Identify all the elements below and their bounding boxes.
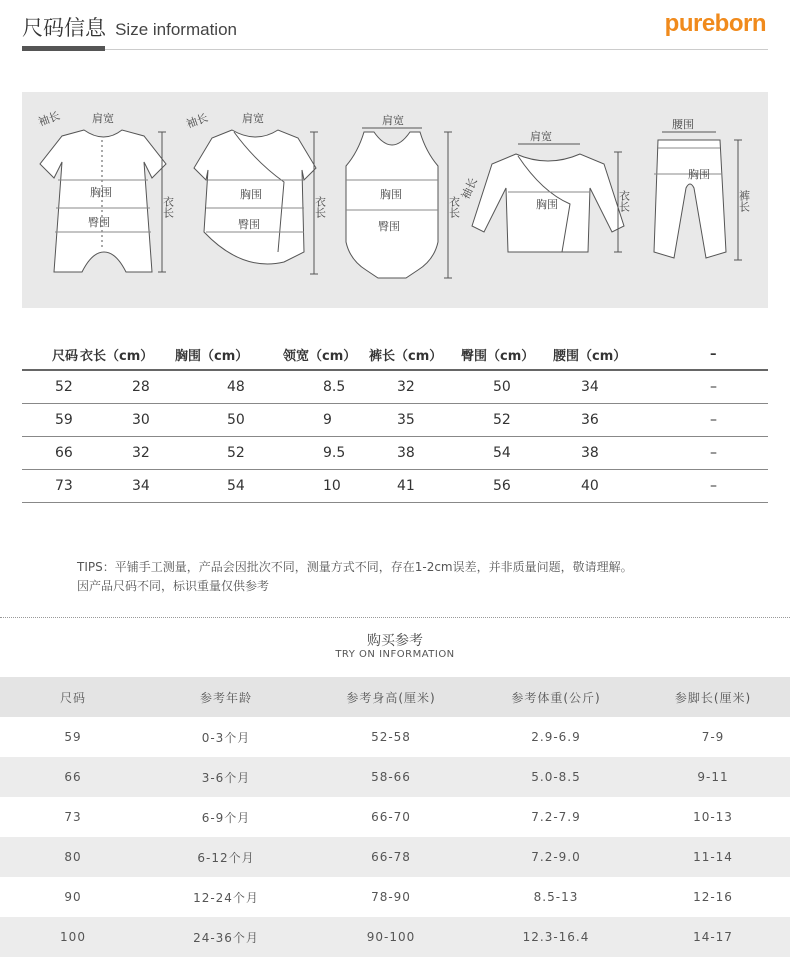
cell: 56: [461, 470, 553, 503]
cell: 54: [461, 437, 553, 470]
cell: 9: [283, 404, 369, 437]
bodysuit-figure: [346, 128, 452, 278]
cell: –: [670, 370, 768, 404]
cell: 78-90: [371, 890, 411, 904]
cell: 9-11: [636, 757, 790, 797]
try-on-header: [0, 677, 790, 717]
cell: –: [670, 404, 768, 437]
cell: –: [670, 437, 768, 470]
cell: 7.2-9.0: [476, 837, 636, 877]
cell: 30: [80, 404, 175, 437]
col-age: 参考年龄: [146, 677, 306, 717]
label-chest-2: 胸围: [240, 188, 262, 201]
cell: 6-12个月: [146, 837, 306, 877]
tips-line-2: 因产品尺码不同，标识重量仅供参考: [77, 579, 270, 593]
header-accent-bar: [22, 46, 105, 51]
cell: 73: [22, 470, 80, 503]
cell: 54: [175, 470, 283, 503]
cell: 32: [369, 370, 461, 404]
cell: 8.5-13: [533, 890, 579, 904]
tips-line-1: TIPS：平铺手工测量，产品会因批次不同，测量方式不同，存在1-2cm误差，并非质量问题，敬请理解。: [77, 560, 633, 574]
page-title: 尺码信息: [22, 16, 106, 40]
try-on-row: [0, 837, 790, 877]
col-weight: 参考体重(公斤): [476, 677, 636, 717]
brand-logo: pureborn: [664, 10, 766, 37]
garment-diagrams: [22, 92, 768, 308]
cell: 58-66: [306, 757, 476, 797]
size-row: [22, 370, 768, 404]
cell: 66-70: [371, 810, 411, 824]
garment-diagram-svg: [22, 92, 768, 308]
cell: 66: [0, 757, 146, 797]
label-shoulder-1: 肩宽: [92, 112, 114, 125]
cell: 5.0-8.5: [476, 757, 636, 797]
label-length-2: 衣长: [313, 196, 327, 218]
section-divider: [0, 617, 790, 618]
cell: 38: [369, 437, 461, 470]
pants-figure: [654, 132, 742, 260]
cell: 32: [80, 437, 175, 470]
cell: 6-9个月: [201, 810, 251, 825]
cell: 34: [553, 370, 670, 404]
cell: 50: [461, 370, 553, 404]
label-sleeve-1: 袖长: [36, 109, 62, 129]
cell: 48: [175, 370, 283, 404]
page-title-en: Size information: [115, 20, 237, 39]
cell: 14-17: [636, 917, 790, 957]
col-collar: 领宽（cm）: [283, 340, 369, 370]
cell: 50: [175, 404, 283, 437]
col-foot: 参脚长(厘米): [636, 677, 790, 717]
cell: 0-3个月: [201, 730, 251, 745]
cell: 28: [80, 370, 175, 404]
label-shoulder-4: 肩宽: [530, 130, 552, 143]
col-size: 尺码: [22, 340, 80, 370]
cell: 24-36个月: [146, 917, 306, 957]
cell: 59: [64, 730, 82, 744]
label-chest-5: 胸围: [688, 168, 710, 181]
try-on-table: [0, 677, 790, 957]
cell: 52: [22, 370, 80, 404]
col-chest: 胸围（cm）: [175, 340, 283, 370]
cell: 66-78: [306, 837, 476, 877]
label-pants-length-5: 裤长: [737, 190, 751, 212]
cell: 90-100: [306, 917, 476, 957]
cell: 40: [553, 470, 670, 503]
size-row: [22, 470, 768, 503]
cell: 38: [553, 437, 670, 470]
cell: 12-16: [693, 890, 733, 904]
cell: 52: [175, 437, 283, 470]
tips-note: [77, 558, 633, 596]
kimono-romper-figure: [194, 130, 318, 274]
cell: 59: [22, 404, 80, 437]
cell: 7-9: [701, 730, 725, 744]
label-hip-1: 臀围: [88, 216, 110, 229]
cell: 11-14: [636, 837, 790, 877]
cell: 9.5: [283, 437, 369, 470]
cell: 100: [0, 917, 146, 957]
col-hip: 臀围（cm）: [461, 340, 553, 370]
try-on-row: [0, 877, 790, 917]
try-on-title: 购买参考: [367, 633, 423, 649]
cell: 34: [80, 470, 175, 503]
col-height: 参考身高(厘米): [306, 677, 476, 717]
cell: 3-6个月: [146, 757, 306, 797]
label-sleeve-4: 袖长: [458, 175, 481, 202]
cell: 12-24个月: [193, 890, 259, 905]
cell: 66: [22, 437, 80, 470]
label-chest-4: 胸围: [536, 198, 558, 211]
try-on-row: [0, 917, 790, 957]
size-row: [22, 437, 768, 470]
cell: 36: [553, 404, 670, 437]
col-size: 尺码: [0, 677, 146, 717]
col-waist: 腰围（cm）: [553, 340, 670, 370]
cell: 52: [461, 404, 553, 437]
col-length: 衣长（cm）: [80, 340, 175, 370]
cell: 90: [64, 890, 82, 904]
label-shoulder-3: 肩宽: [382, 114, 404, 127]
try-on-subtitle: TRY ON INFORMATION: [335, 649, 455, 660]
label-length-3: 衣长: [447, 196, 461, 218]
label-hip-3: 臀围: [378, 220, 400, 233]
cell: 35: [369, 404, 461, 437]
label-shoulder-2: 肩宽: [242, 112, 264, 125]
try-on-row: [0, 757, 790, 797]
label-waist-5: 腰围: [672, 118, 694, 131]
cell: –: [670, 470, 768, 503]
cell: 80: [0, 837, 146, 877]
col-pants: 裤长（cm）: [369, 340, 461, 370]
label-hip-2: 臀围: [238, 218, 260, 231]
label-chest-3: 胸围: [380, 188, 402, 201]
cell: 73: [64, 810, 82, 824]
cell: 2.9-6.9: [531, 730, 581, 744]
cell: 7.2-7.9: [531, 810, 581, 824]
cell: 41: [369, 470, 461, 503]
label-length-1: 衣长: [161, 196, 175, 218]
size-table: [22, 340, 768, 503]
label-length-4: 衣长: [617, 190, 631, 212]
try-on-row: [0, 797, 790, 837]
size-table-header: [22, 340, 768, 370]
label-sleeve-2: 袖长: [184, 111, 210, 131]
header-divider: [22, 49, 768, 50]
size-row: [22, 404, 768, 437]
cell: 10-13: [693, 810, 733, 824]
label-chest-1: 胸围: [90, 186, 112, 199]
cell: 12.3-16.4: [476, 917, 636, 957]
cell: 52-58: [371, 730, 411, 744]
cell: 8.5: [283, 370, 369, 404]
cell: 10: [283, 470, 369, 503]
try-on-row: [0, 717, 790, 757]
romper-figure: [40, 130, 166, 272]
col-extra: –: [670, 340, 768, 370]
page-header: [22, 12, 237, 42]
